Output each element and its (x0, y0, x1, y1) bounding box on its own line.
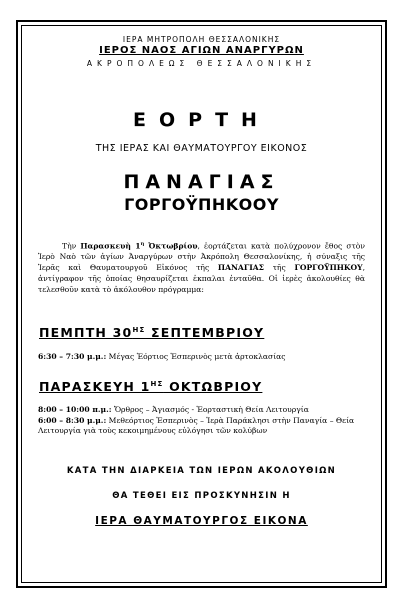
poster (26, 29, 377, 528)
footer-line2: ΘΑ ΤΕΘΕΙ ΕΙΣ ΠΡΟΣΚΥΝΗΣΙΝ Η (112, 490, 291, 501)
title-gorgoypikoou: ΓΟΡΓΟΫΠΗΚΟΟΥ (124, 195, 279, 214)
footer-line1: ΚΑΤΑ ΤΗΝ ΔΙΑΡΚΕΙΑ ΤΩΝ ΙΕΡΩΝ ΑΚΟΛΟΥΘΙΩΝ (66, 465, 337, 476)
title-feast: ΕΟΡΤΗ (133, 109, 270, 131)
day2-heading: ΠΑΡΑΣΚΕΥΗ $1^{H\Sigma}$ ΟΚΤΩΒΡΙΟΥ (39, 379, 263, 395)
day1-event: 6:30 – 7:30 μ.μ.: Μέγας Ἑόρτιος Ἑσπερινὸς μετὰ ἀρτοκλασίας (38, 351, 286, 361)
header-location: ΑΚΡΟΠΟΛΕΩΣ ΘΕΣΣΑΛΟΝΙΚΗΣ (86, 59, 317, 68)
header-church: ΙΕΡΟΣ ΝΑΟΣ ΑΓΙΩΝ ΑΝΑΡΓΥΡΩΝ (99, 45, 304, 56)
day2-event-evening: 6:00 – 8:30 μ.μ.: Μεθεόρτιος Ἑσπερινὸς – Ἱερὰ Παράκλησι στὴν Παναγία – Θεία Λειτουργία γιὰ τοὺς κεκοιμημένους εὐλόγησι τῶν κολύβων (38, 415, 355, 436)
day2-event-morning: 8:00 – 10:00 π.μ.: Ὄρθρος – Ἁγιασμός - Ἑορταστικὴ Θεία Λειτουργία (38, 405, 309, 415)
footer-icon-title: ΙΕΡΑ ΘΑΥΜΑΤΟΥΡΓΟΣ ΕΙΚΟΝΑ (95, 514, 308, 527)
day1-heading: ΠΕΜΠΤΗ $30^{H\Sigma}$ ΣΕΠΤΕΜΒΡΙΟΥ (39, 324, 265, 340)
header-metropolis: ΙΕΡΑ ΜΗΤΡΟΠΟΛΗ ΘΕΣΣΑΛΟΝΙΚΗΣ (122, 35, 281, 44)
intro-paragraph: Τὴν Παρασκευὴ $1^\eta$ Ὀκτωβρίου, ἑορτάζεται κατὰ πολύχρονον ἔθος στὸν Ἱερὸ Ναὸ τῶν ἁγίων Ἀναργύρων στὴν Ἀκρόπολη Θεσσαλονίκης, ἡ σύναξις τῆς Ἱερᾶς καὶ Θαυματουργοῦ Εἰκόνος τῆς ΠΑΝΑΓΙΑΣ τῆς ΓΟΡΓΟΫΠΗΚΟΥ, ἀντίγραφον τῆς ὁποίας θησαυρίζεται ἐκπαλαι ἐνταῦθα. Οἱ ἱερὲς ἀκολουθίες θὰ τελεσθοῦν κατὰ τὸ ἀκόλουθον πρόγραμμα: (38, 241, 365, 294)
title-panagias: ΠΑΝΑΓΙΑΣ (123, 171, 280, 193)
title-subtitle: ΤΗΣ ΙΕΡΑΣ ΚΑΙ ΘΑΥΜΑΤΟΥΡΓΟΥ ΕΙΚΟΝΟΣ (95, 143, 308, 154)
